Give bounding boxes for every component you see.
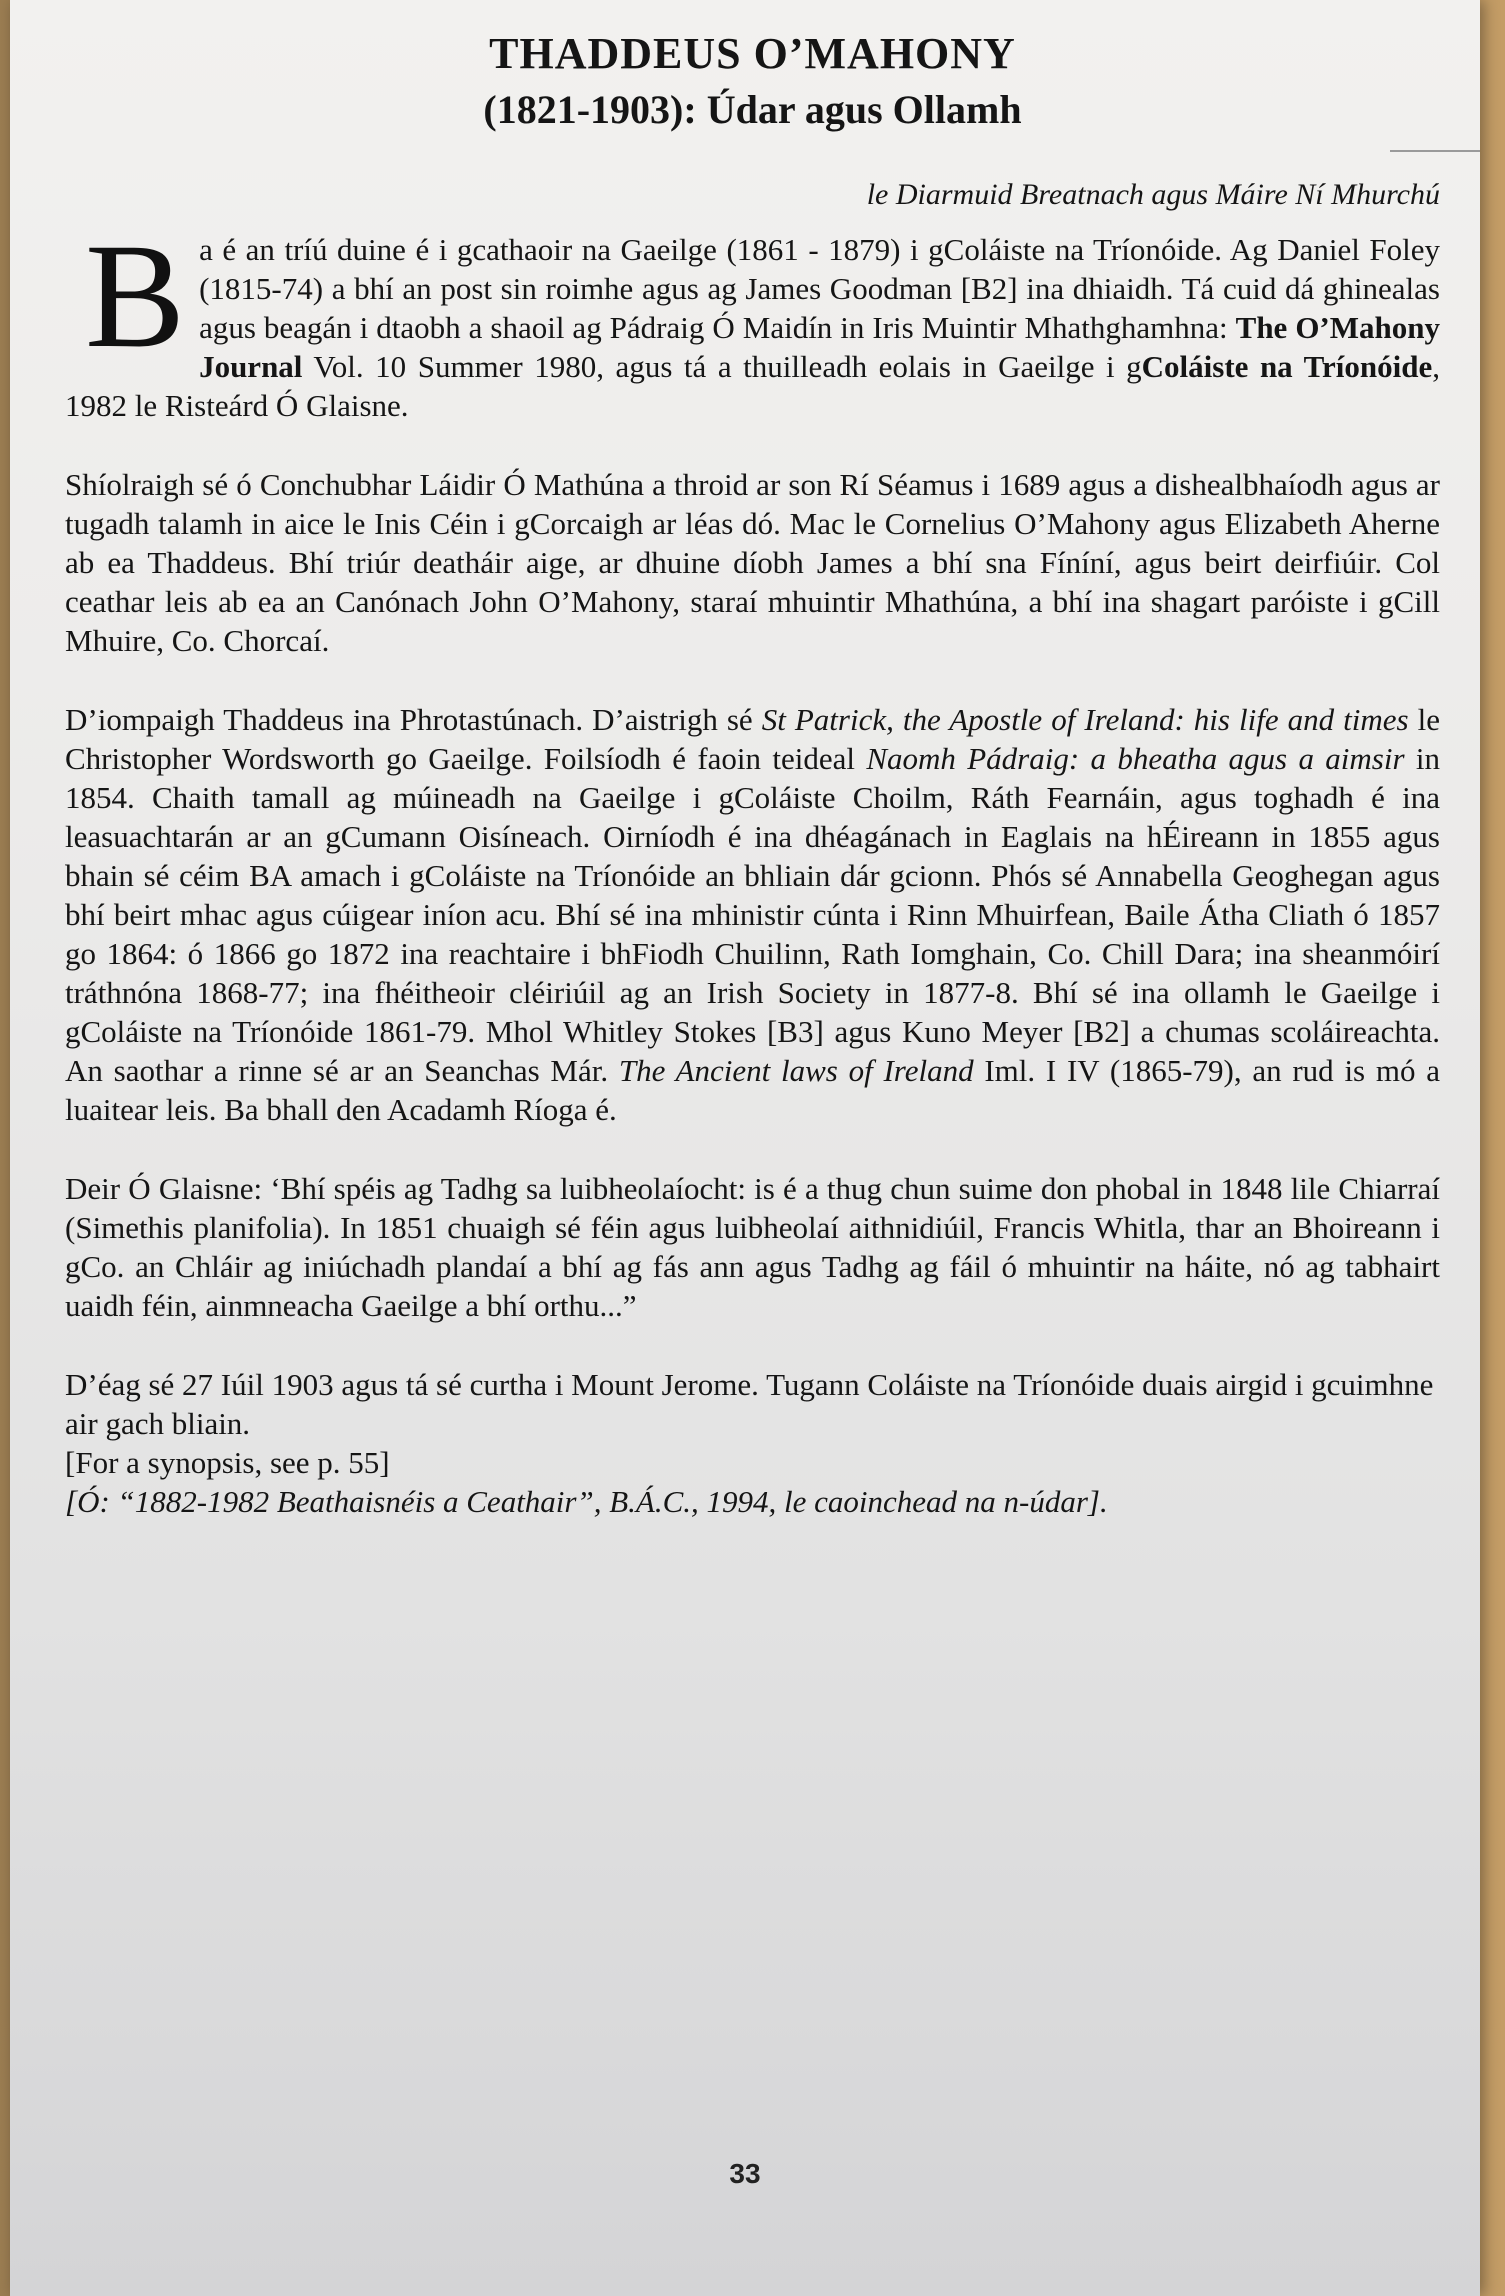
college-name: Coláiste na Tríonóide [1141,349,1433,384]
book-title-ancient-laws: The Ancient laws of Ireland [618,1053,974,1088]
drop-cap: B [85,213,186,379]
book-page [10,0,1480,2296]
page-content [65,28,1440,1521]
paragraph-3-text-d: Iml. I IV (1865-79), an rud is mó a luaitear leis. Ba bhall den Acadamh Ríoga é. [65,1053,1440,1127]
paragraph-2: Shíolraigh sé ó Conchubhar Láidir Ó Mathúna a throid ar son Rí Séamus i 1689 agus a dishealbhaíodh agus ar tugadh talamh in aice le Inis Céin i gCorcaigh ar léas dó. Mac le Cornelius O’Mahony agus Elizabeth Aherne ab ea Thaddeus. Bhí triúr deatháir aige, ar dhuine díobh James a bhí sna Fíníní, agus beirt deirfiúir. Col ceathar leis ab ea an Canónach John O’Mahony, staraí mhuintir Mhathúna, a bhí ina shagart paróiste i gCill Mhuire, Co. Chorcaí. [65,467,1440,658]
paragraph-4-quote: Deir Ó Glaisne: ‘Bhí spéis ag Tadhg sa luibheolaíocht: is é a thug chun suime don phobal in 1848 lile Chiarraí (Simethis planifolia). In 1851 chuaigh sé féin agus luibheolaí aithnidiúil, Francis Whitla, thar an Bhoireann i gCo. an Chláir ag iniúchadh plandaí a bhí ag fás ann agus Tadhg ag fáil ó mhuintir na háite, nó ag tabhairt uaidh féin, ainmneacha Gaeilge a bhí orthu...” [65,1171,1440,1323]
source-citation: [Ó: “1882-1982 Beathaisnéis a Ceathair”, B.Á.C., 1994, le caoinchead na n-údar]. [65,1484,1108,1519]
paragraph-1-text-c: , 1982 le Risteárd Ó Glaisne. [65,349,1441,423]
paragraph-5: D’éag sé 27 Iúil 1903 agus tá sé curtha i Mount Jerome. Tugann Coláiste na Tríonóide duais airgid i gcuimhne air gach bliain. [65,1367,1434,1441]
paragraph-1-text-a: a é an tríú duine é i gcathaoir na Gaeilge (1861 - 1879) i gColáiste na Tríonóide. Ag Daniel Foley (1815-74) a bhí an post sin roimhe agus ag James Goodman [B2] ina dhiaidh. Tá cuid dá ghinealas agus beagán i dtaobh a shaoil ag Pádraig Ó Maidín in Iris Muintir Mhathghamhna: [199,232,1440,345]
paragraph-3-text-b: le Christopher Wordsworth go Gaeilge. Foilsíodh é faoin teideal [65,702,1440,776]
journal-name: The O’Mahony Journal [199,310,1440,384]
paragraph-1-text-b: Vol. 10 Summer 1980, agus tá a thuilleadh eolais in Gaeilge i g [302,349,1142,384]
book-title-naomh-padraig: Naomh Pádraig: a bheatha agus a aimsir [866,741,1405,776]
paragraph-3-text-a: D’iompaigh Thaddeus ina Phrotastúnach. D’aistrigh sé [65,702,762,737]
page-number: 33 [729,2158,761,2189]
article-title: THADDEUS O’MAHONY [489,29,1016,78]
book-title-st-patrick: St Patrick, the Apostle of Ireland: his life and times [761,702,1409,737]
synopsis-note: [For a synopsis, see p. 55] [65,1445,390,1480]
paragraph-3-text-c: in 1854. Chaith tamall ag múineadh na Gaeilge i gColáiste Choilm, Ráth Fearnáin, agus toghadh é ina leasuachtarán ar an gCumann Oisíneach. Oirníodh é ina dhéagánach in Eaglais na hÉireann in 1855 agus bhain sé céim BA amach i gColáiste na Tríonóide an bhliain dár gcionn. Phós sé Annabella Geoghegan agus bhí beirt mhac agus cúigear iníon acu. Bhí sé ina mhinistir cúnta i Rinn Mhuirfean, Baile Átha Cliath ó 1857 go 1864: ó 1866 go 1872 ina reachtaire i bhFiodh Chuilinn, Rath Iomghain, Co. Chill Dara; ina sheanmóirí tráthnóna 1868-77; ina fhéitheoir cléiriúil ag an Irish Society in 1877-8. Bhí sé ina ollamh le Gaeilge i gColáiste na Tríonóide 1861-79. Mhol Whitley Stokes [B3] agus Kuno Meyer [B2] a chumas scoláireachta. An saothar a rinne sé ar an Seanchas Már. [65,741,1440,1088]
paragraph-3 [65,700,1440,1129]
article-subtitle: (1821-1903): Údar agus Ollamh [483,87,1022,132]
paragraph-1 [65,213,1441,425]
author-byline: le Diarmuid Breatnach agus Máire Ní Mhurchú [866,178,1440,211]
